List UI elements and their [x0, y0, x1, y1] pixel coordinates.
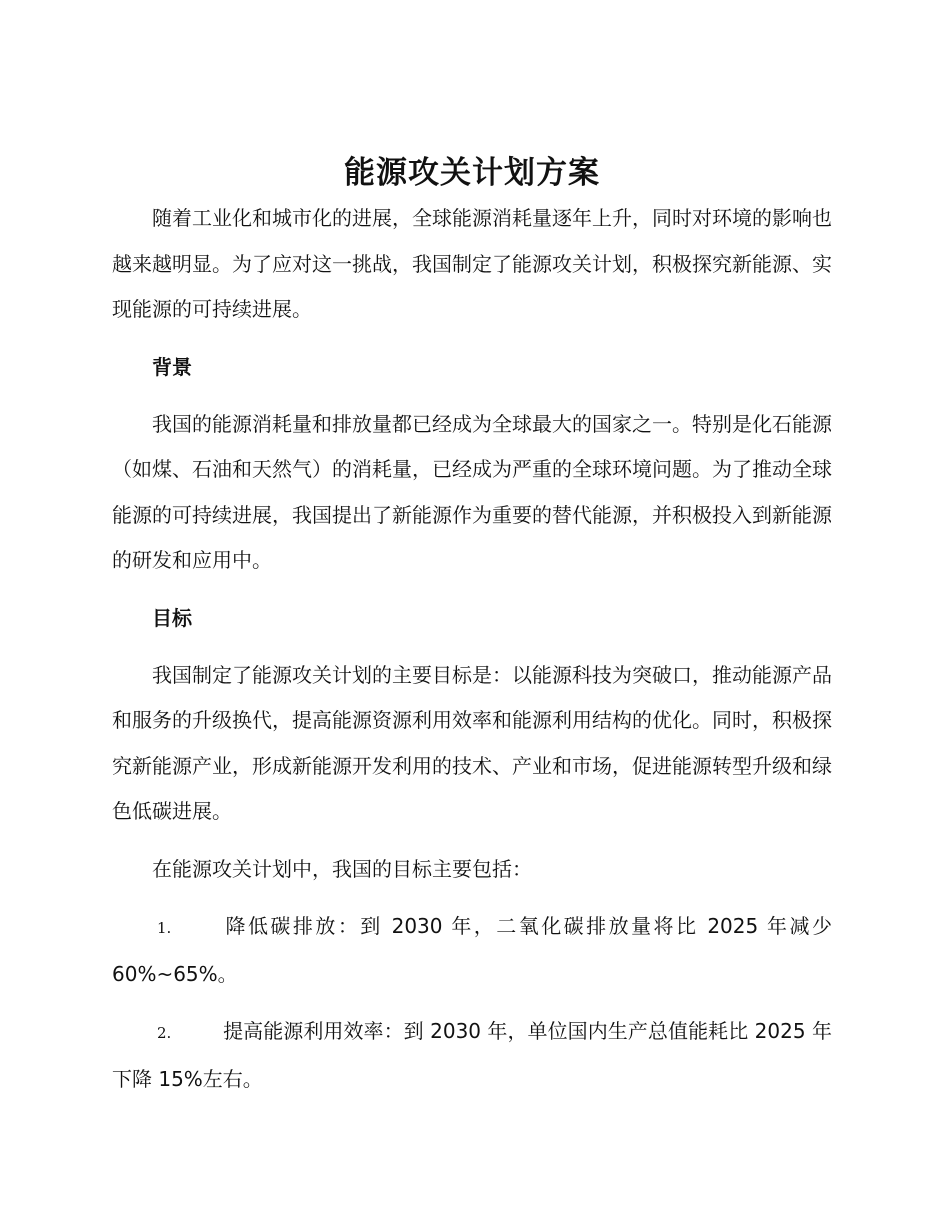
list-item-number: 1.	[157, 919, 172, 937]
background-paragraph: 我国的能源消耗量和排放量都已经成为全球最大的国家之一。特别是化石能源（如煤、石油和天然气）的消耗量，已经成为严重的全球环境问题。为了推动全球能源的可持续进展，我国提出了新能源作为重要的替代能源，并积极投入到新能源的研发和应用中。	[112, 411, 832, 572]
list-item-text: 降低碳排放：到 2030 年，二氧化碳排放量将比 2025 年减少 60%~65%。	[112, 914, 832, 986]
spacer	[112, 390, 832, 402]
spacer	[112, 641, 832, 653]
document-title: 能源攻关计划方案	[344, 155, 600, 191]
spacer	[112, 892, 832, 904]
list-item	[112, 1009, 832, 1102]
section-heading-goals: 目标	[152, 605, 192, 630]
document-page	[112, 150, 832, 1102]
goals-intro-paragraph: 在能源攻关计划中，我国的目标主要包括：	[152, 856, 532, 881]
list-item-number: 2.	[157, 1024, 172, 1042]
list-item-text: 提高能源利用效率：到 2030 年，单位国内生产总值能耗比 2025 年下降 15%左右。	[112, 1019, 832, 1091]
intro-paragraph: 随着工业化和城市化的进展，全球能源消耗量逐年上升，同时对环境的影响也越来越明显。为了应对这一挑战，我国制定了能源攻关计划，积极探究新能源、实现能源的可持续进展。	[112, 206, 832, 321]
list-item	[112, 904, 832, 997]
goals-paragraph: 我国制定了能源攻关计划的主要目标是：以能源科技为突破口，推动能源产品和服务的升级换代，提高能源资源利用效率和能源利用结构的优化。同时，积极探究新能源产业，形成新能源开发利用的技术、产业和市场，促进能源转型升级和绿色低碳进展。	[112, 662, 832, 823]
spacer	[112, 835, 832, 847]
spacer	[112, 997, 832, 1009]
section-heading-background: 背景	[152, 354, 192, 379]
spacer	[112, 584, 832, 596]
spacer	[112, 333, 832, 345]
